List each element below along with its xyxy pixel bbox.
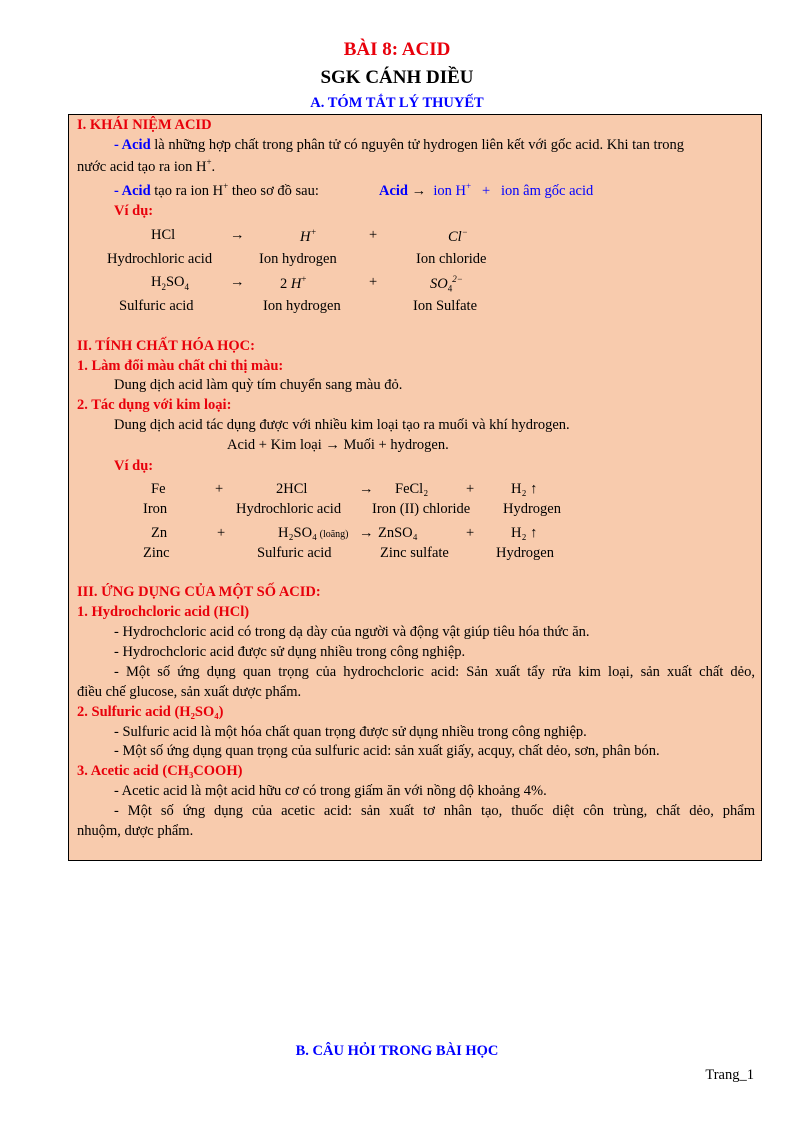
acetic-line2: - Một số ứng dụng của acetic acid: sản xuất tơ nhân tạo, thuốc diệt côn trùng, chất dẻo, phẩm — [114, 803, 755, 819]
h2so4-line1: - Sulfuric acid là một hóa chất quan trọng được sử dụng nhiều trong công nghiệp. — [114, 724, 587, 740]
example-label-1: Ví dụ: — [114, 203, 154, 219]
r2-reactant-b: H₂SO₄ (loãng) — [278, 525, 349, 541]
page-subtitle: SGK CÁNH DIỀU — [320, 67, 474, 88]
r2-name-a: Zinc — [143, 545, 170, 561]
r2-name-d: Hydrogen — [496, 545, 554, 561]
eq2-product2: $SO_4^{2-}$ — [430, 274, 463, 294]
h2so4-line2: - Một số ứng dụng quan trọng của sulfuric acid: sản xuất giấy, acquy, chất dẻo, sơn, phân bón. — [114, 743, 660, 759]
r2-plus2: + — [466, 525, 475, 541]
r1-product-d: H₂ ↑ — [511, 481, 538, 497]
acetic-line3: nhuộm, dược phẩm. — [77, 823, 194, 839]
eq1-name-product2: Ion chloride — [416, 251, 487, 267]
acetic-line1: - Acetic acid là một acid hữu cơ có trong giấm ăn với nồng dộ khoảng 4%. — [114, 783, 547, 799]
r1-name-a: Iron — [143, 501, 168, 517]
theory-summary-box — [68, 114, 762, 861]
r1-reactant-b: 2HCl — [276, 481, 308, 497]
r2-arrow: → — [359, 525, 374, 541]
part3-heading: III. ỨNG DỤNG CỦA MỘT SỐ ACID: — [77, 584, 321, 600]
r2-reactant-a: Zn — [151, 525, 168, 541]
eq2-name-reactant: Sulfuric acid — [119, 298, 194, 314]
eq2-plus: + — [369, 274, 378, 290]
r1-reactant-a: Fe — [151, 481, 166, 497]
acid-ion-statement: - Acid tạo ra ion H+ theo sơ đồ sau: — [114, 181, 319, 199]
r1-name-d: Hydrogen — [503, 501, 561, 517]
r2-name-c: Zinc sulfate — [380, 545, 449, 561]
r2-name-b: Sulfuric acid — [257, 545, 332, 561]
hcl-line2: - Hydrochcloric acid được sử dụng nhiều trong công nghiệp. — [114, 644, 466, 660]
ionization-scheme: Acid → ion H+ + ion âm gốc acid — [379, 181, 594, 199]
part1-heading: I. KHÁI NIỆM ACID — [77, 117, 212, 133]
acid-definition-line1: - Acid là những hợp chất trong phân tử có nguyên tử hydrogen liên kết với gốc acid. Khi tan trong — [114, 137, 685, 153]
r2-product-c: ZnSO₄ — [378, 525, 418, 541]
r2-plus1: + — [217, 525, 226, 541]
part3-h2so4-heading: 2. Sulfuric acid (H₂SO₄) — [77, 704, 224, 720]
section-b-heading: B. CÂU HỎI TRONG BÀI HỌC — [295, 1043, 499, 1059]
eq2-name-product2: Ion Sulfate — [413, 298, 478, 314]
r1-plus2: + — [466, 481, 475, 497]
acid-definition-line2: nước acid tạo ra ion H+. — [77, 157, 216, 175]
part3-acetic-heading: 3. Acetic acid (CH₃COOH) — [77, 763, 243, 779]
eq1-arrow: → — [230, 227, 245, 243]
example-label-2: Ví dụ: — [114, 458, 154, 474]
eq1-product1: H+ — [300, 227, 317, 245]
eq1-plus: + — [369, 227, 378, 243]
eq2-reactant: $H_2SO_4$ — [151, 274, 190, 292]
r1-plus1: + — [215, 481, 224, 497]
page-number: Trang_1 — [705, 1067, 754, 1083]
part2-sub1-text: Dung dịch acid làm quỳ tím chuyển sang màu đỏ. — [114, 377, 403, 393]
hcl-line3: - Một số ứng dụng quan trọng của hydrochcloric acid: Sản xuất tẩy rửa kim loại, sản xuất chất dẻo, — [114, 664, 755, 680]
r1-name-c: Iron (II) chloride — [372, 501, 471, 517]
r1-name-b: Hydrochloric acid — [236, 501, 342, 517]
part2-sub2-scheme: Acid + Kim loại → Muối + hydrogen. — [227, 437, 449, 453]
eq2-arrow: → — [230, 274, 245, 290]
hcl-line4: điều chế glucose, sản xuất dược phẩm. — [77, 684, 302, 700]
eq2-product1: 2 H+ — [280, 274, 307, 292]
part2-heading: II. TÍNH CHẤT HÓA HỌC: — [77, 338, 255, 354]
r2-product-d: H₂ ↑ — [511, 525, 538, 541]
eq1-name-reactant: Hydrochloric acid — [107, 251, 213, 267]
page-title: BÀI 8: ACID — [343, 39, 451, 60]
part2-sub1-heading: 1. Làm đổi màu chất chỉ thị màu: — [77, 358, 284, 374]
part3-hcl-heading: 1. Hydrochcloric acid (HCl) — [77, 604, 250, 620]
r1-product-c: FeCl₂ — [395, 481, 429, 497]
section-a-heading: A. TÓM TẮT LÝ THUYẾT — [310, 95, 484, 111]
r1-arrow: → — [359, 481, 374, 497]
hcl-line1: - Hydrochcloric acid có trong dạ dày của người và động vật giúp tiêu hóa thức ăn. — [114, 624, 590, 640]
eq1-name-product1: Ion hydrogen — [259, 251, 337, 267]
eq1-reactant: HCl — [151, 227, 176, 243]
eq1-product2: Cl− — [448, 227, 468, 245]
eq2-name-product1: Ion hydrogen — [263, 298, 341, 314]
part2-sub2-heading: 2. Tác dụng với kim loại: — [77, 397, 232, 413]
part2-sub2-text: Dung dịch acid tác dụng được với nhiều kim loại tạo ra muối và khí hydrogen. — [114, 417, 570, 433]
